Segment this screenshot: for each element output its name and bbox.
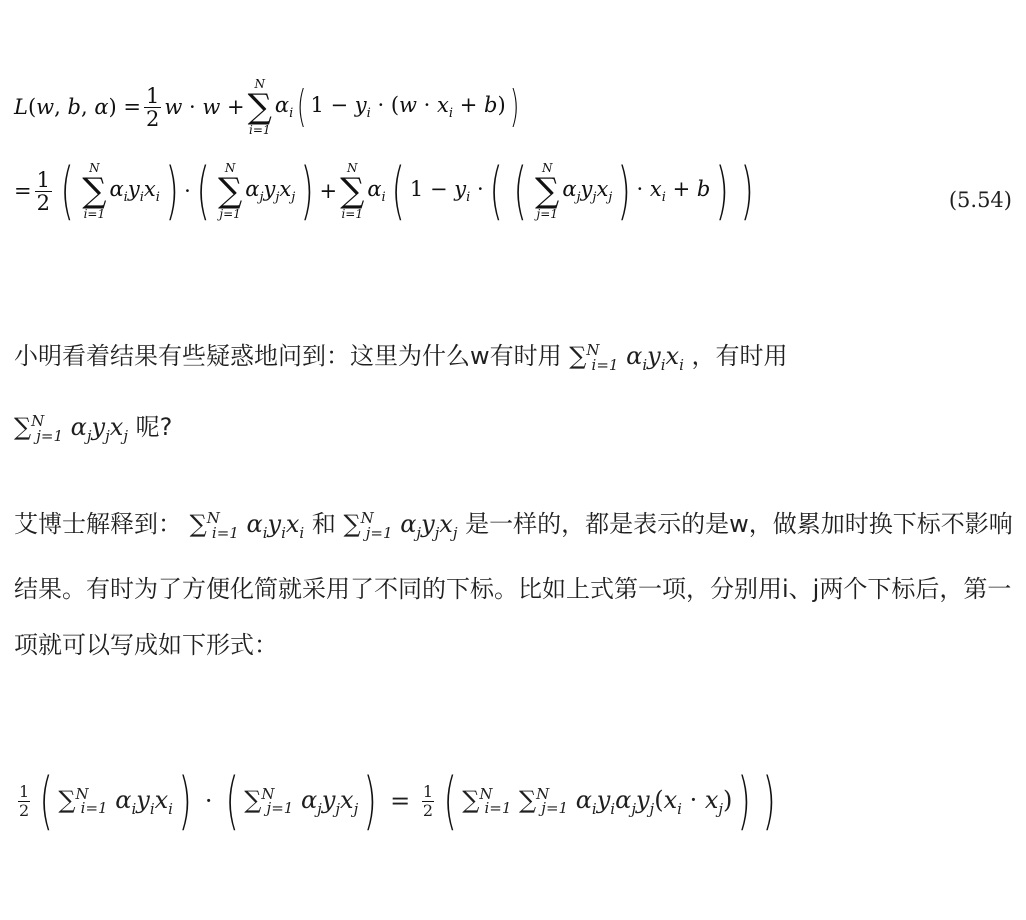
formula-sum-i: ∑$^N_{i=1}$ $\alpha_iy_ix_i$ — [189, 509, 305, 542]
paragraph-question — [14, 322, 1014, 464]
formula-sum-i: ∑$^N_{i=1}$ $\alpha_iy_ix_i$ — [569, 341, 684, 374]
paragraph-explanation-text-b: 和 — [311, 510, 336, 538]
equation-line-1: L(w, b, α) = $\frac{1}{2}$ w · w + N ∑ i=1 $\alpha_i$ ( $1 - y_i \cdot (w \cdot x_i + b)$ ) — [14, 77, 519, 137]
paragraph-explanation-text-c: 是一样的，都是表示的是w，做累加时换下标不影响结果。有时为了方便化简就采用了不同的下标。比如上式第一项，分别用i、j两个下标后，第一项就可以写成如下形式： — [14, 510, 1013, 659]
equation-line-2: = $\frac{1}{2}$ ( N ∑ i=1 $\alpha_iy_ix_i$ ) · ( N ∑ j=1 $\alpha_jy_jx_j$ ) + N ∑ i=1 $\alpha_i$ ( $1 - y_i$ · ( ( N ∑ j=1 $\alpha_jy_jx_j$ ) · $x_i + b$ ) ) — [14, 154, 754, 227]
paragraph-explanation-text-a: 艾博士解释到： — [14, 510, 182, 538]
paragraph-question-text-c: 呢? — [135, 412, 173, 441]
equation-expanded-product: $\frac{1}{2}$ ( ∑$^N_{i=1}$ $\alpha_iy_ix_i$ ) · ( ∑$^N_{j=1}$ $\alpha_jy_jx_j$ ) = $\frac{1}{2}$ ( ∑$^N_{i=1}$ ∑$^N_{j=1}$ $\alpha_iy_i\alpha_jy_j(x_i \cdot x_j)$ ) ) — [19, 764, 776, 837]
paragraph-question-text-b: ，有时用 — [691, 342, 788, 370]
equation-number: (5.54) — [948, 188, 1012, 212]
paragraph-explanation — [14, 490, 1014, 673]
paragraph-question-text-a: 小明看着结果有些疑惑地问到：这里为什么w有时用 — [14, 342, 562, 370]
formula-sum-j: ∑$^N_{j=1}$ $\alpha_jy_jx_j$ — [343, 509, 458, 542]
formula-sum-j: ∑$^N_{j=1}$ $\alpha_jy_jx_j$ — [14, 411, 128, 445]
